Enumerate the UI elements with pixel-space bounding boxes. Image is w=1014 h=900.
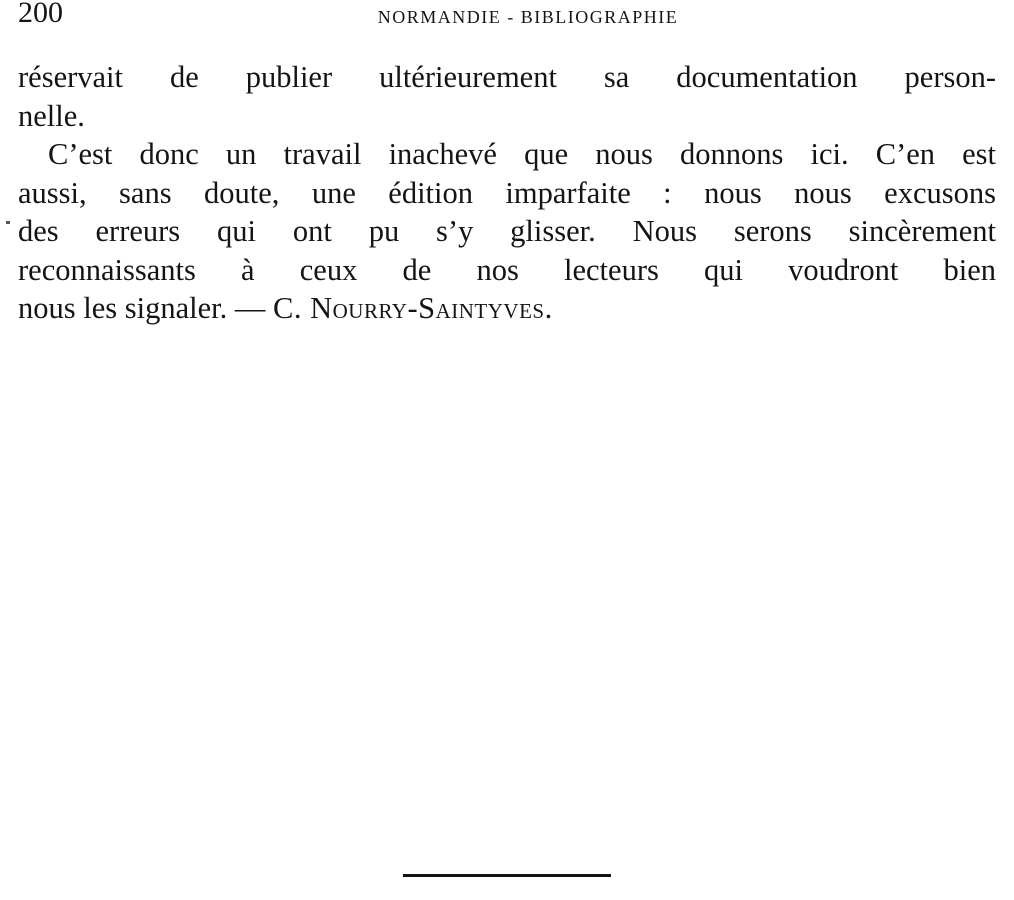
text-line: nous les signaler. — [18, 291, 273, 325]
text-line: nelle. [18, 98, 85, 133]
paragraph-start-line: C’est donc un travail inachevé que nous donnons ici. C’en est [48, 137, 996, 171]
text-line: aussi, sans doute, une édition imparfaite : nous nous excusons [18, 175, 996, 210]
author-signature: C. Nourry-Saintyves. [273, 291, 553, 325]
text-line: réservait de publier ultérieurement sa documentation person- [18, 60, 996, 94]
body-text [18, 58, 996, 328]
section-end-rule [403, 874, 611, 877]
text-line: reconnaissants à ceux de nos lecteurs qui voudront bien [18, 252, 996, 287]
page-number: 200 [18, 0, 63, 29]
running-header [18, 0, 996, 34]
final-line [18, 289, 996, 328]
text-line: des erreurs qui ont pu s’y glisser. Nous serons sincèrement [18, 214, 996, 248]
margin-speck [6, 221, 10, 224]
running-title: NORMANDIE - BIBLIOGRAPHIE [377, 7, 679, 27]
